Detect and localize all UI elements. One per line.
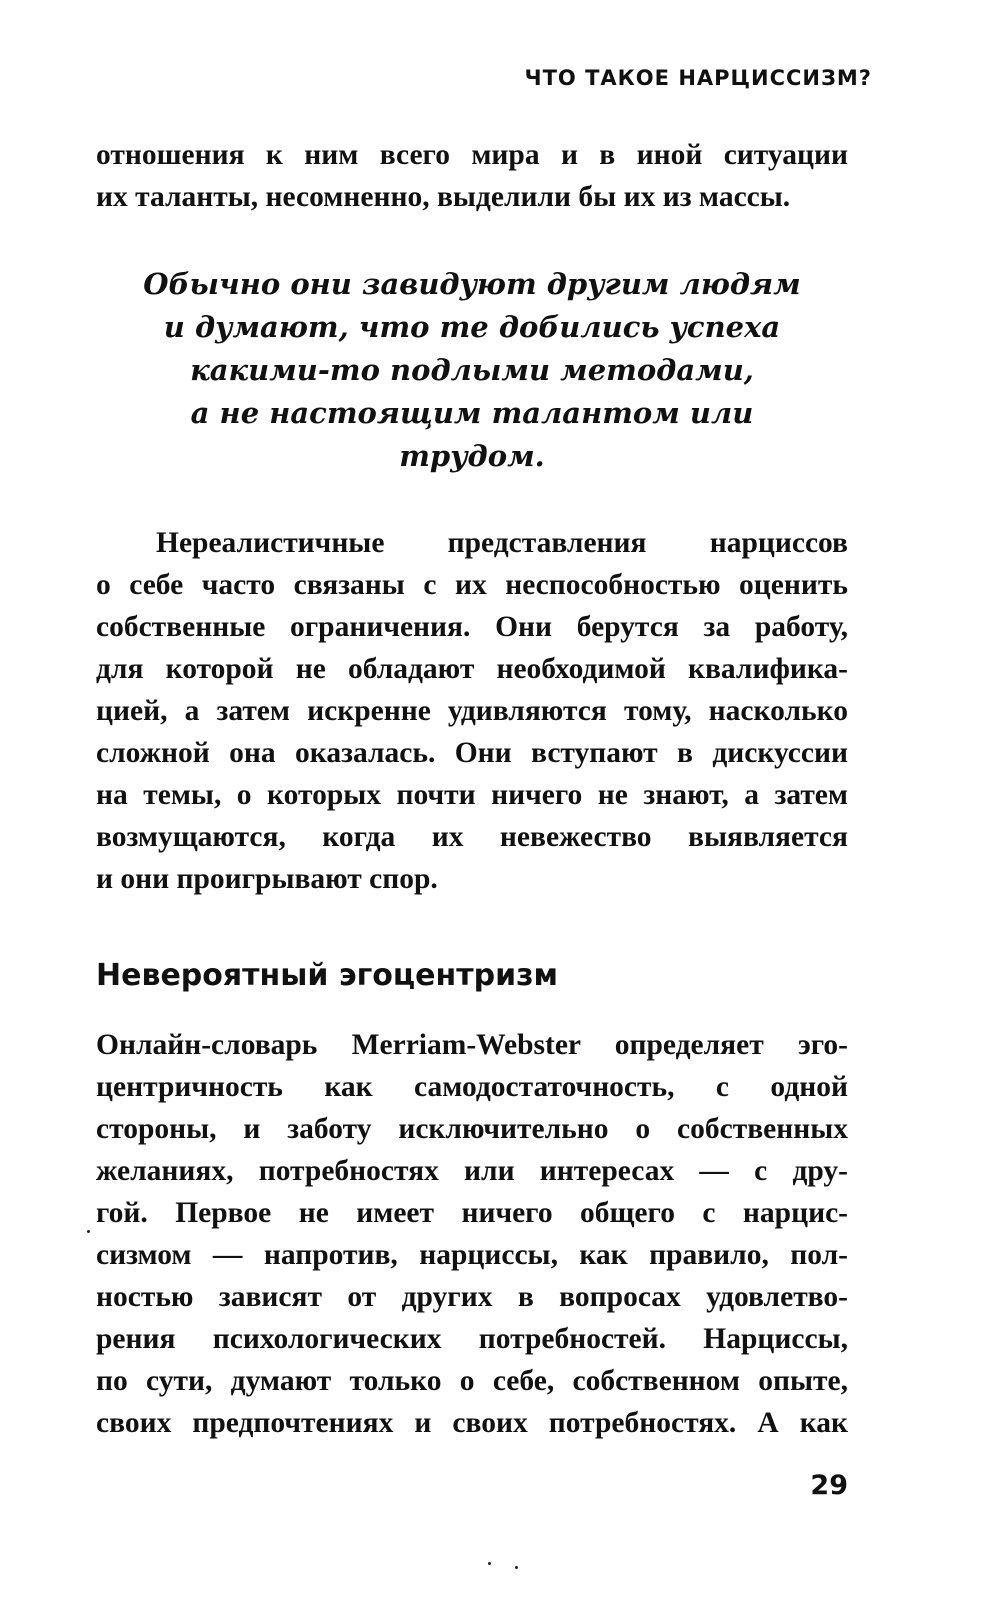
pull-quote-line: а не настоящим талантом или [190, 396, 754, 430]
pull-quote-line: и думают, что те добились успеха [163, 310, 781, 344]
text-line: желаниях, потребностях или интересах — с дру- [96, 1155, 848, 1187]
paragraph-egocentrism [96, 1024, 848, 1444]
scan-speck [515, 1566, 518, 1569]
page-number: 29 [810, 1470, 848, 1501]
text-line: ностью зависят от других в вопросах удовлетво- [96, 1281, 848, 1313]
pull-quote [96, 263, 848, 478]
text-line: о себе часто связаны с их неспособностью оценить [96, 569, 848, 601]
text-line: отношения к ним всего мира и в иной ситуации [96, 139, 848, 171]
text-line: Нереалистичные представления нарциссов [156, 527, 848, 559]
scan-speck [87, 1230, 90, 1233]
text-line: гой. Первое не имеет ничего общего с нарцис- [96, 1197, 848, 1229]
pull-quote-line: Обычно они завидуют другим людям [143, 267, 801, 301]
text-line: на темы, о которых почти ничего не знают, а затем [96, 779, 848, 811]
section-heading: Невероятный эгоцентризм [96, 958, 559, 993]
text-line: стороны, и заботу исключительно о собственных [96, 1113, 848, 1145]
text-line: их таланты, несомненно, выделили бы их из массы. [96, 181, 791, 213]
pull-quote-line: трудом. [399, 439, 545, 473]
text-line: сизмом — напротив, нарциссы, как правило, пол- [96, 1239, 848, 1271]
pull-quote-line: какими-то подлыми методами, [190, 353, 754, 387]
paragraph-unrealistic-views [96, 522, 848, 900]
text-line: собственные ограничения. Они берутся за работу, [96, 611, 848, 643]
text-line: центричность как самодостаточность, с одной [96, 1071, 848, 1103]
text-line: своих предпочтениях и своих потребностях. А как [96, 1407, 848, 1439]
text-line: сложной она оказалась. Они вступают в дискуссии [96, 737, 848, 769]
text-line: по сути, думают только о себе, собственном опыте, [96, 1365, 848, 1397]
text-line: цией, а затем искренне удивляются тому, насколько [96, 695, 848, 727]
running-head: ЧТО ТАКОЕ НАРЦИССИЗМ? [524, 66, 872, 90]
text-line: и они проигрывают спор. [96, 863, 438, 895]
paragraph-continuation [96, 134, 848, 218]
text-line: Онлайн-словарь Merriam-Webster определяет эго- [96, 1029, 848, 1061]
scan-speck [488, 1562, 491, 1565]
text-line: для которой не обладают необходимой квалифика- [96, 653, 848, 685]
text-line: возмущаются, когда их невежество выявляется [96, 821, 848, 853]
text-line: рения психологических потребностей. Нарциссы, [96, 1323, 848, 1355]
